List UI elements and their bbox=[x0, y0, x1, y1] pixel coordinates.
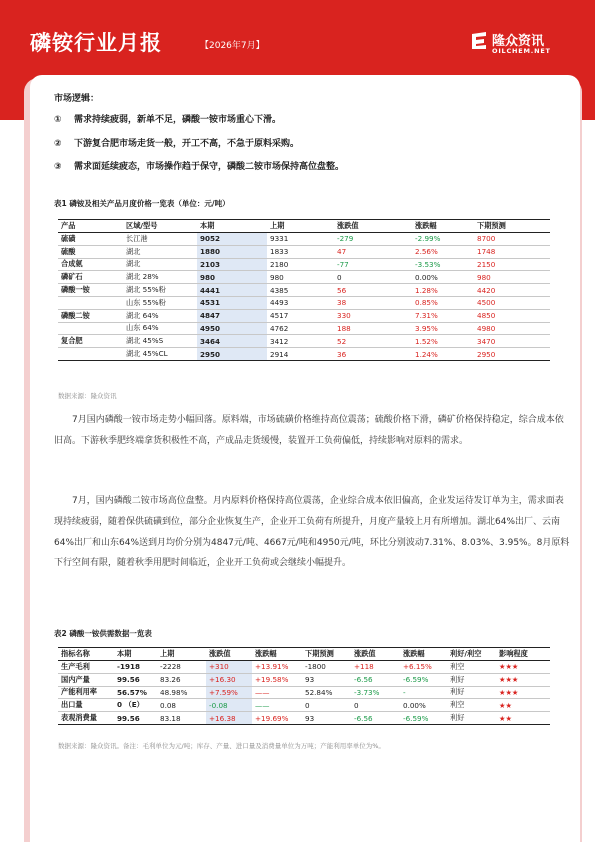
paragraph-dap: 7月，国内磷酸二铵市场高位盘整。月内原料价格保持高位震荡，企业综合成本依旧偏高，企业发运待发订单为主，需求面表现持续疲弱，随着保供硫磺到位，部分企业恢复生产，企业开工负荷有所提升，月度产量较上月有所增加。湖北64%出厂、云南64%出厂和山东64%送到月均价分别为4847元/吨、4667元/吨和4950元/吨，环比分别波动7.31%、8.03%、3.95%。8月原料下行空间有限，随着秋季用肥时间临近，企业开工负荷或会继续小幅提升。 bbox=[54, 496, 570, 569]
change-percent-cell: 3.95% bbox=[412, 322, 474, 335]
table2-caption: 表2 磷酸一铵供需数据一览表 bbox=[54, 629, 152, 638]
logo-text-en: OILCHEM.NET bbox=[492, 47, 551, 55]
forecast-cell: 1748 bbox=[474, 245, 550, 258]
table-row bbox=[58, 271, 550, 284]
impact-level-stars: ★★ bbox=[496, 699, 550, 712]
change-percent-cell: 0.00% bbox=[412, 271, 474, 284]
previous-value-cell: 0.08 bbox=[157, 699, 206, 712]
region-cell: 湖北 55%粉 bbox=[123, 284, 197, 297]
indicator-name-cell: 产能利用率 bbox=[58, 686, 114, 699]
change-value-cell: +310 bbox=[206, 661, 252, 674]
current-price-cell: 4847 bbox=[197, 309, 267, 322]
change-percent-cell: -2.99% bbox=[412, 233, 474, 246]
change-value-cell: +16.38 bbox=[206, 712, 252, 725]
change-percent-cell: +13.91% bbox=[252, 661, 302, 674]
table-row bbox=[58, 309, 550, 322]
change-value-cell: -0.08 bbox=[206, 699, 252, 712]
previous-price-cell: 4762 bbox=[267, 322, 334, 335]
table-row bbox=[58, 673, 550, 686]
impact-cell: 利好 bbox=[447, 686, 496, 699]
change-value-cell: 47 bbox=[334, 245, 412, 258]
forecast-cell: 0 bbox=[302, 699, 351, 712]
table-row bbox=[58, 322, 550, 335]
column-header: 上期 bbox=[157, 648, 206, 661]
change-percent-cell: 2.56% bbox=[412, 245, 474, 258]
table-row bbox=[58, 258, 550, 271]
column-header: 下期预测 bbox=[302, 648, 351, 661]
product-cell bbox=[58, 322, 123, 335]
product-cell: 硫磺 bbox=[58, 233, 123, 246]
logic-item bbox=[54, 159, 344, 172]
product-cell: 磷矿石 bbox=[58, 271, 123, 284]
column-header: 涨跌值 bbox=[206, 648, 252, 661]
region-cell: 湖北 45%CL bbox=[123, 348, 197, 361]
supply-demand-table bbox=[58, 647, 550, 725]
table1-caption: 表1 磷铵及相关产品月度价格一览表（单位：元/吨） bbox=[54, 199, 230, 208]
column-header: 产品 bbox=[58, 220, 123, 233]
indicator-name-cell: 国内产量 bbox=[58, 673, 114, 686]
content-card bbox=[30, 75, 580, 842]
previous-price-cell: 2180 bbox=[267, 258, 334, 271]
impact-level-stars: ★★★ bbox=[496, 673, 550, 686]
column-header: 涨跌值 bbox=[351, 648, 400, 661]
table-row bbox=[58, 712, 550, 725]
previous-price-cell: 2914 bbox=[267, 348, 334, 361]
current-price-cell: 4531 bbox=[197, 296, 267, 309]
impact-level-stars: ★★★ bbox=[496, 686, 550, 699]
indicator-name-cell: 表观消费量 bbox=[58, 712, 114, 725]
column-header: 影响程度 bbox=[496, 648, 550, 661]
product-cell: 磷酸二铵 bbox=[58, 309, 123, 322]
previous-price-cell: 980 bbox=[267, 271, 334, 284]
column-header: 本期 bbox=[114, 648, 157, 661]
region-cell: 山东 64% bbox=[123, 322, 197, 335]
current-price-cell: 2103 bbox=[197, 258, 267, 271]
previous-value-cell: -2228 bbox=[157, 661, 206, 674]
price-table bbox=[58, 219, 550, 361]
region-cell: 湖北 28% bbox=[123, 271, 197, 284]
current-value-cell: -1918 bbox=[114, 661, 157, 674]
impact-cell: 利空 bbox=[447, 699, 496, 712]
previous-price-cell: 4493 bbox=[267, 296, 334, 309]
table-row bbox=[58, 686, 550, 699]
current-price-cell: 3464 bbox=[197, 335, 267, 348]
forecast-percent-cell: 0.00% bbox=[400, 699, 447, 712]
product-cell: 磷酸一铵 bbox=[58, 284, 123, 297]
change-percent-cell: -3.53% bbox=[412, 258, 474, 271]
forecast-cell: 52.84% bbox=[302, 686, 351, 699]
logo-mark-icon bbox=[470, 30, 488, 50]
forecast-percent-cell: +6.15% bbox=[400, 661, 447, 674]
table-row bbox=[58, 296, 550, 309]
previous-price-cell: 9331 bbox=[267, 233, 334, 246]
change-value-cell: 56 bbox=[334, 284, 412, 297]
logic-item-number: ① bbox=[54, 115, 62, 125]
current-price-cell: 4441 bbox=[197, 284, 267, 297]
region-cell: 湖北 bbox=[123, 258, 197, 271]
logic-item-number: ③ bbox=[54, 162, 62, 172]
change-value-cell: 38 bbox=[334, 296, 412, 309]
forecast-cell: 3470 bbox=[474, 335, 550, 348]
previous-value-cell: 48.98% bbox=[157, 686, 206, 699]
change-percent-cell: —— bbox=[252, 686, 302, 699]
change-percent-cell: +19.58% bbox=[252, 673, 302, 686]
column-header: 涨跌幅 bbox=[412, 220, 474, 233]
previous-value-cell: 83.26 bbox=[157, 673, 206, 686]
product-cell: 复合肥 bbox=[58, 335, 123, 348]
change-value-cell: 52 bbox=[334, 335, 412, 348]
column-header: 利好/利空 bbox=[447, 648, 496, 661]
column-header: 区域/型号 bbox=[123, 220, 197, 233]
change-percent-cell: 1.24% bbox=[412, 348, 474, 361]
forecast-change-cell: +118 bbox=[351, 661, 400, 674]
impact-cell: 利好 bbox=[447, 673, 496, 686]
impact-cell: 利空 bbox=[447, 661, 496, 674]
current-value-cell: 99.56 bbox=[114, 712, 157, 725]
change-value-cell: +16.30 bbox=[206, 673, 252, 686]
table-header-row bbox=[58, 220, 550, 233]
current-price-cell: 2950 bbox=[197, 348, 267, 361]
forecast-percent-cell: - bbox=[400, 686, 447, 699]
change-value-cell: 0 bbox=[334, 271, 412, 284]
current-price-cell: 4950 bbox=[197, 322, 267, 335]
change-percent-cell: 0.85% bbox=[412, 296, 474, 309]
forecast-change-cell: -6.56 bbox=[351, 673, 400, 686]
region-cell: 山东 55%粉 bbox=[123, 296, 197, 309]
forecast-cell: 93 bbox=[302, 673, 351, 686]
forecast-change-cell: -3.73% bbox=[351, 686, 400, 699]
previous-price-cell: 3412 bbox=[267, 335, 334, 348]
change-value-cell: 330 bbox=[334, 309, 412, 322]
column-header: 上期 bbox=[267, 220, 334, 233]
region-cell: 长江港 bbox=[123, 233, 197, 246]
region-cell: 湖北 bbox=[123, 245, 197, 258]
indicator-name-cell: 出口量 bbox=[58, 699, 114, 712]
logic-item-text: 需求持续疲弱，新单不足，磷酸一铵市场重心下滑。 bbox=[74, 115, 282, 125]
change-value-cell: -279 bbox=[334, 233, 412, 246]
forecast-cell: 4850 bbox=[474, 309, 550, 322]
column-header: 涨跌值 bbox=[334, 220, 412, 233]
forecast-percent-cell: -6.59% bbox=[400, 673, 447, 686]
column-header: 涨跌幅 bbox=[400, 648, 447, 661]
current-value-cell: 0 （E） bbox=[114, 699, 157, 712]
product-cell bbox=[58, 348, 123, 361]
forecast-cell: 8700 bbox=[474, 233, 550, 246]
oilchem-logo bbox=[470, 28, 570, 58]
paragraph-mono: 7月国内磷酸一铵市场走势小幅回落。原料端，市场硫磺价格维持高位震荡；硫酸价格下滑，磷矿价格保持稳定，综合成本依旧高。下游秋季肥终端拿货积极性不高，产成品走货缓慢，装置开工负荷偏低，持续影响对原料的需求。 bbox=[54, 415, 564, 446]
previous-value-cell: 83.18 bbox=[157, 712, 206, 725]
table1-source: 数据来源：隆众资讯 bbox=[58, 392, 117, 400]
column-header: 涨跌幅 bbox=[252, 648, 302, 661]
logic-item-text: 需求面延续疲态，市场操作趋于保守，磷酸二铵市场保持高位盘整。 bbox=[74, 162, 345, 172]
indicator-name-cell: 生产毛利 bbox=[58, 661, 114, 674]
change-value-cell: +7.59% bbox=[206, 686, 252, 699]
market-logic-heading: 市场逻辑： bbox=[54, 94, 100, 104]
forecast-cell: -1800 bbox=[302, 661, 351, 674]
logic-item bbox=[54, 112, 281, 125]
change-value-cell: 188 bbox=[334, 322, 412, 335]
forecast-change-cell: 0 bbox=[351, 699, 400, 712]
region-cell: 湖北 64% bbox=[123, 309, 197, 322]
logic-item bbox=[54, 136, 299, 149]
impact-level-stars: ★★★ bbox=[496, 661, 550, 674]
forecast-cell: 980 bbox=[474, 271, 550, 284]
forecast-cell: 4500 bbox=[474, 296, 550, 309]
previous-price-cell: 1833 bbox=[267, 245, 334, 258]
forecast-change-cell: -6.56 bbox=[351, 712, 400, 725]
impact-level-stars: ★★ bbox=[496, 712, 550, 725]
change-value-cell: 36 bbox=[334, 348, 412, 361]
current-price-cell: 1880 bbox=[197, 245, 267, 258]
current-price-cell: 9052 bbox=[197, 233, 267, 246]
logo-text-cn: 隆众资讯 bbox=[492, 34, 545, 49]
table-row bbox=[58, 284, 550, 297]
table-row bbox=[58, 233, 550, 246]
table-row bbox=[58, 348, 550, 361]
current-value-cell: 99.56 bbox=[114, 673, 157, 686]
column-header: 下期预测 bbox=[474, 220, 550, 233]
previous-price-cell: 4385 bbox=[267, 284, 334, 297]
table-header-row bbox=[58, 648, 550, 661]
change-value-cell: -77 bbox=[334, 258, 412, 271]
report-title: 磷铵行业月报 bbox=[30, 31, 162, 55]
table-row bbox=[58, 245, 550, 258]
column-header: 本期 bbox=[197, 220, 267, 233]
table-row bbox=[58, 661, 550, 674]
current-price-cell: 980 bbox=[197, 271, 267, 284]
report-date: 【2026年7月】 bbox=[200, 41, 265, 51]
logic-item-text: 下游复合肥市场走货一般，开工不高，不急于原料采购。 bbox=[74, 139, 300, 149]
change-percent-cell: +19.69% bbox=[252, 712, 302, 725]
change-percent-cell: 7.31% bbox=[412, 309, 474, 322]
forecast-cell: 2150 bbox=[474, 258, 550, 271]
table-row bbox=[58, 335, 550, 348]
region-cell: 湖北 45%S bbox=[123, 335, 197, 348]
column-header: 指标名称 bbox=[58, 648, 114, 661]
table2-source: 数据来源：隆众资讯。备注：毛利单位为元/吨；库存、产量、进口量及消费量单位为万吨；产能利用率单位为%。 bbox=[58, 742, 385, 750]
table-row bbox=[58, 699, 550, 712]
current-value-cell: 56.57% bbox=[114, 686, 157, 699]
product-cell: 合成氨 bbox=[58, 258, 123, 271]
product-cell: 硫酸 bbox=[58, 245, 123, 258]
change-percent-cell: —— bbox=[252, 699, 302, 712]
forecast-percent-cell: -6.59% bbox=[400, 712, 447, 725]
product-cell bbox=[58, 296, 123, 309]
forecast-cell: 4980 bbox=[474, 322, 550, 335]
change-percent-cell: 1.28% bbox=[412, 284, 474, 297]
logic-item-number: ② bbox=[54, 139, 62, 149]
forecast-cell: 4420 bbox=[474, 284, 550, 297]
impact-cell: 利好 bbox=[447, 712, 496, 725]
forecast-cell: 2950 bbox=[474, 348, 550, 361]
forecast-cell: 93 bbox=[302, 712, 351, 725]
change-percent-cell: 1.52% bbox=[412, 335, 474, 348]
previous-price-cell: 4517 bbox=[267, 309, 334, 322]
